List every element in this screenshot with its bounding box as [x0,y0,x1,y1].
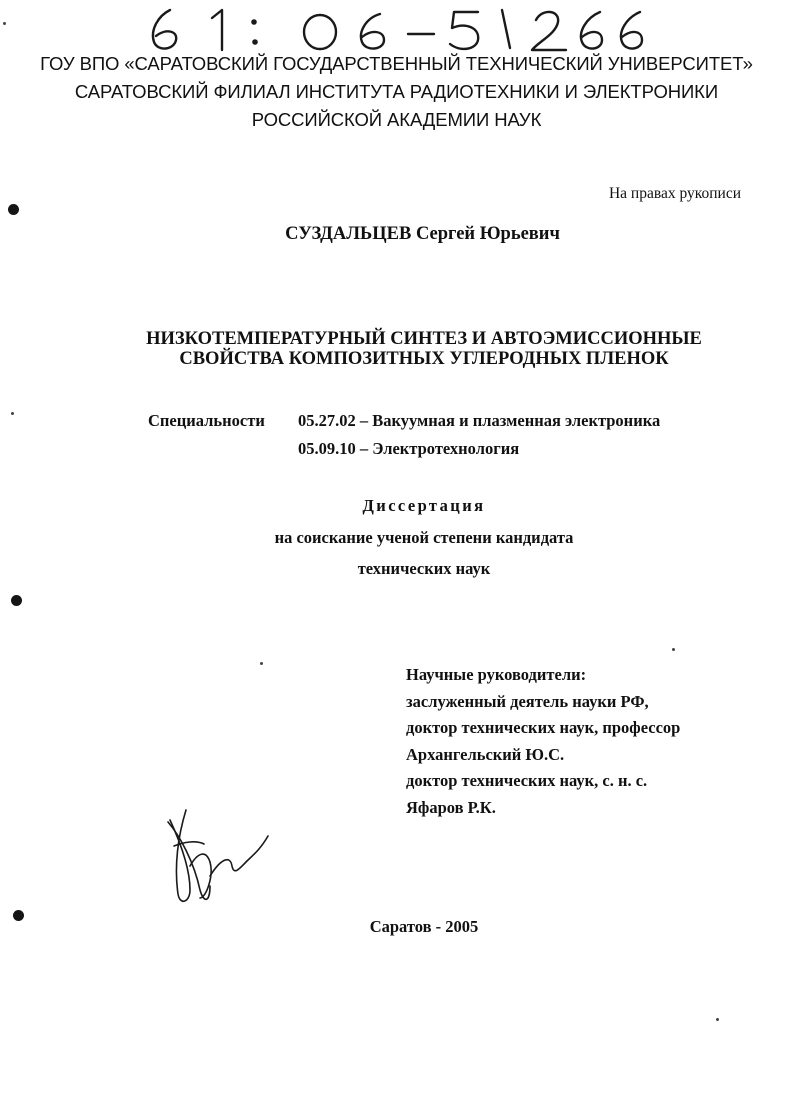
supervisors-heading: Научные руководители: [406,665,587,684]
organization-line-2: САРАТОВСКИЙ ФИЛИАЛ ИНСТИТУТА РАДИОТЕХНИКИ И ЭЛЕКТРОНИКИ [74,81,719,102]
specialties-label: Специальности [148,411,265,430]
binder-hole-mark [8,204,19,215]
document-type: Диссертация [362,496,486,515]
specialty-item: 05.27.02 – Вакуумная и плазменная электроника [298,411,661,430]
supervisor-line: Яфаров Р.К. [406,797,496,817]
scan-speck [672,648,675,651]
scan-speck [11,412,14,415]
signature [160,806,270,908]
field-line: технических наук [357,559,491,578]
city-year: Саратов - 2005 [369,917,479,936]
degree-line: на соискание ученой степени кандидата [274,528,574,547]
dissertation-title [0,329,793,369]
author-name: СУЗДАЛЬЦЕВ Сергей Юрьевич [285,224,560,244]
scan-speck [3,22,6,25]
scan-speck [716,1018,719,1021]
manuscript-rights-note: На правах рукописи [608,185,741,202]
archive-number-handwritten [140,4,660,54]
organization-line-1: ГОУ ВПО «САРАТОВСКИЙ ГОСУДАРСТВЕННЫЙ ТЕХНИЧЕСКИЙ УНИВЕРСИТЕТ» [40,53,753,74]
binder-hole-mark [11,595,22,606]
supervisors-block [406,662,680,821]
scan-speck [260,662,263,665]
title-line-2: СВОЙСТВА КОМПОЗИТНЫХ УГЛЕРОДНЫХ ПЛЕНОК [179,349,669,369]
organization-line-3: РОССИЙСКОЙ АКАДЕМИИ НАУК [251,109,542,130]
supervisor-line: Архангельский Ю.С. [406,744,565,764]
supervisor-line: заслуженный деятель науки РФ, [406,691,649,711]
specialty-item: 05.09.10 – Электротехнология [298,439,520,458]
supervisor-line: доктор технических наук, с. н. с. [406,771,648,790]
binder-hole-mark [13,910,24,921]
supervisor-line: доктор технических наук, профессор [406,718,681,737]
title-line-1: НИЗКОТЕМПЕРАТУРНЫЙ СИНТЕЗ И АВТОЭМИССИОННЫЕ [146,329,702,349]
